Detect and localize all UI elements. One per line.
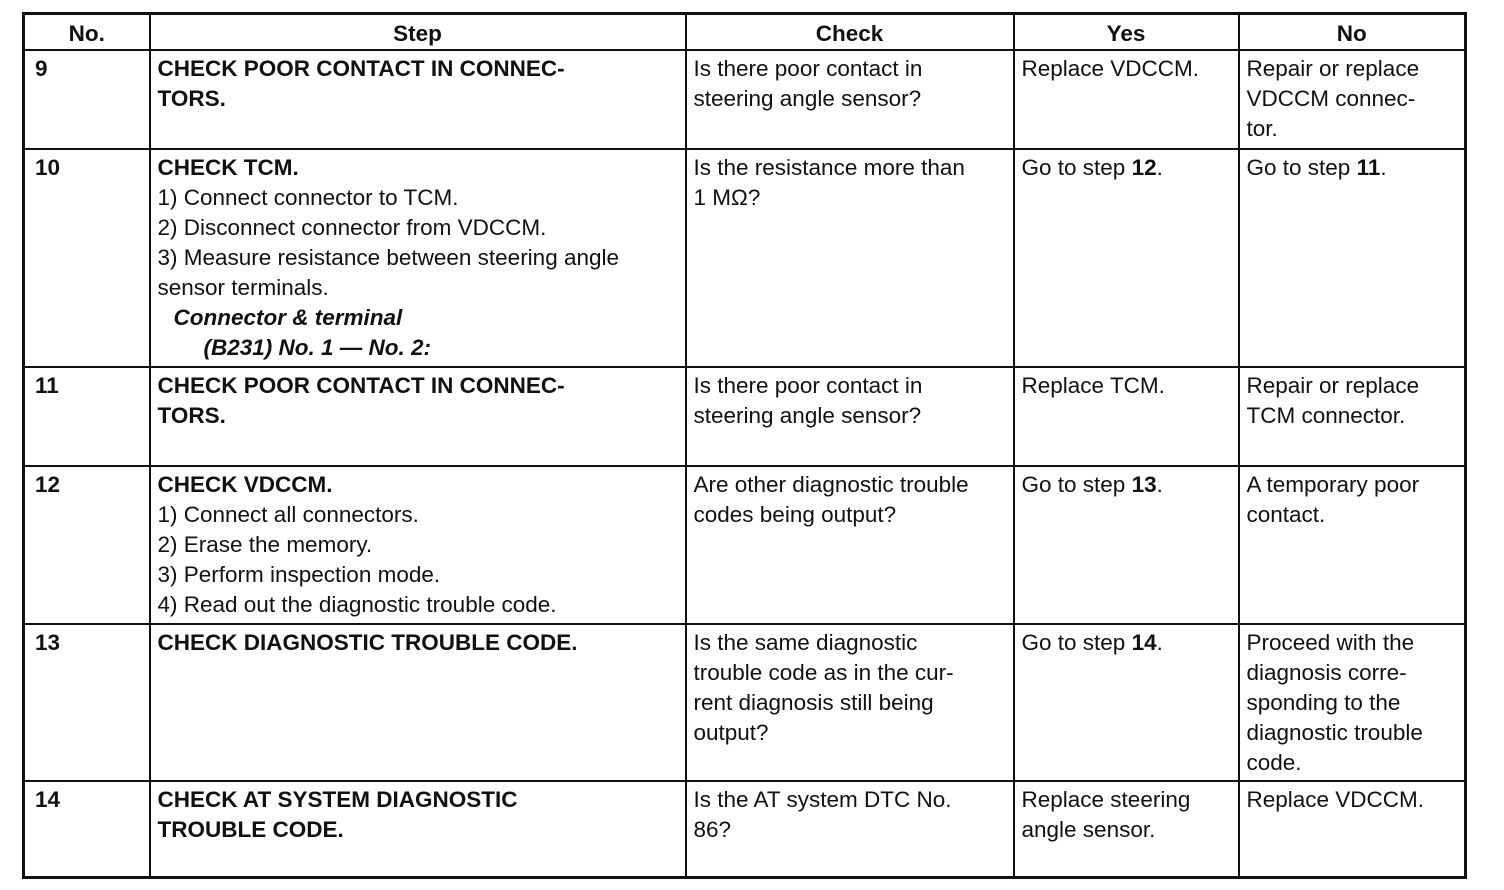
check-cell: Is there poor contact in steering angle sensor? (686, 367, 1014, 466)
check-cell: Is the same diagnostic trouble code as in the cur- rent diagnosis still being output? (686, 624, 1014, 781)
header-no: No. (24, 14, 150, 51)
step-instruction: 4) Read out the diagnostic trouble code. (157, 592, 557, 617)
yes-step-ref: 13 (1131, 472, 1157, 497)
step-cell (150, 50, 686, 149)
step-instruction: 1) Connect all connectors. (157, 502, 419, 527)
header-check: Check (686, 14, 1014, 51)
yes-cell: Go to step 13. (1014, 466, 1239, 624)
table-row (24, 624, 1466, 781)
table-header-row (24, 14, 1466, 51)
check-cell: Is there poor contact in steering angle sensor? (686, 50, 1014, 149)
step-cell (150, 149, 686, 367)
step-instruction: 3) Measure resistance between steering angle (157, 245, 620, 270)
no-cell: Replace VDCCM. (1239, 781, 1466, 878)
step-title: CHECK TCM. (157, 155, 299, 180)
yes-cell: Replace steering angle sensor. (1014, 781, 1239, 878)
yes-step-ref: 14 (1131, 630, 1157, 655)
no-cell: Proceed with the diagnosis corre- sponding to the diagnostic trouble code. (1239, 624, 1466, 781)
header-no-result: No (1239, 14, 1466, 51)
no-cell: Repair or replace VDCCM connec- tor. (1239, 50, 1466, 149)
step-instruction: sensor terminals. (157, 275, 329, 300)
no-cell: Repair or replace TCM connector. (1239, 367, 1466, 466)
table-row (24, 50, 1466, 149)
yes-cell: Replace VDCCM. (1014, 50, 1239, 149)
step-title: CHECK DIAGNOSTIC TROUBLE CODE. (157, 630, 578, 655)
header-yes: Yes (1014, 14, 1239, 51)
step-cell (150, 367, 686, 466)
step-title: CHECK POOR CONTACT IN CONNEC- TORS. (157, 56, 565, 111)
step-cell (150, 466, 686, 624)
step-number: 11 (24, 367, 150, 466)
yes-cell: Go to step 14. (1014, 624, 1239, 781)
step-cell (150, 624, 686, 781)
step-number: 9 (24, 50, 150, 149)
step-cell (150, 781, 686, 878)
step-title: CHECK POOR CONTACT IN CONNEC- TORS. (157, 373, 565, 428)
step-instruction: 1) Connect connector to TCM. (157, 185, 459, 210)
step-title: CHECK AT SYSTEM DIAGNOSTIC TROUBLE CODE. (157, 787, 518, 842)
step-instruction: 2) Erase the memory. (157, 532, 373, 557)
check-cell: Is the AT system DTC No. 86? (686, 781, 1014, 878)
diagnostic-table (22, 12, 1467, 879)
step-number: 10 (24, 149, 150, 367)
yes-cell: Go to step 12. (1014, 149, 1239, 367)
table-row (24, 466, 1466, 624)
check-cell: Are other diagnostic trouble codes being output? (686, 466, 1014, 624)
check-cell: Is the resistance more than 1 MΩ? (686, 149, 1014, 367)
step-number: 13 (24, 624, 150, 781)
step-number: 14 (24, 781, 150, 878)
connector-value: (B231) No. 1 — No. 2: (203, 335, 432, 360)
yes-step-ref: 12 (1131, 155, 1157, 180)
step-number: 12 (24, 466, 150, 624)
no-step-ref: 11 (1356, 155, 1381, 180)
step-title: CHECK VDCCM. (157, 472, 333, 497)
connector-label: Connector & terminal (173, 305, 403, 330)
step-instruction: 3) Perform inspection mode. (157, 562, 441, 587)
no-cell: Go to step 11. (1239, 149, 1466, 367)
step-instruction: 2) Disconnect connector from VDCCM. (157, 215, 547, 240)
no-cell: A temporary poor contact. (1239, 466, 1466, 624)
table-row (24, 367, 1466, 466)
table-row (24, 149, 1466, 367)
yes-cell: Replace TCM. (1014, 367, 1239, 466)
table-row (24, 781, 1466, 878)
header-step: Step (150, 14, 686, 51)
